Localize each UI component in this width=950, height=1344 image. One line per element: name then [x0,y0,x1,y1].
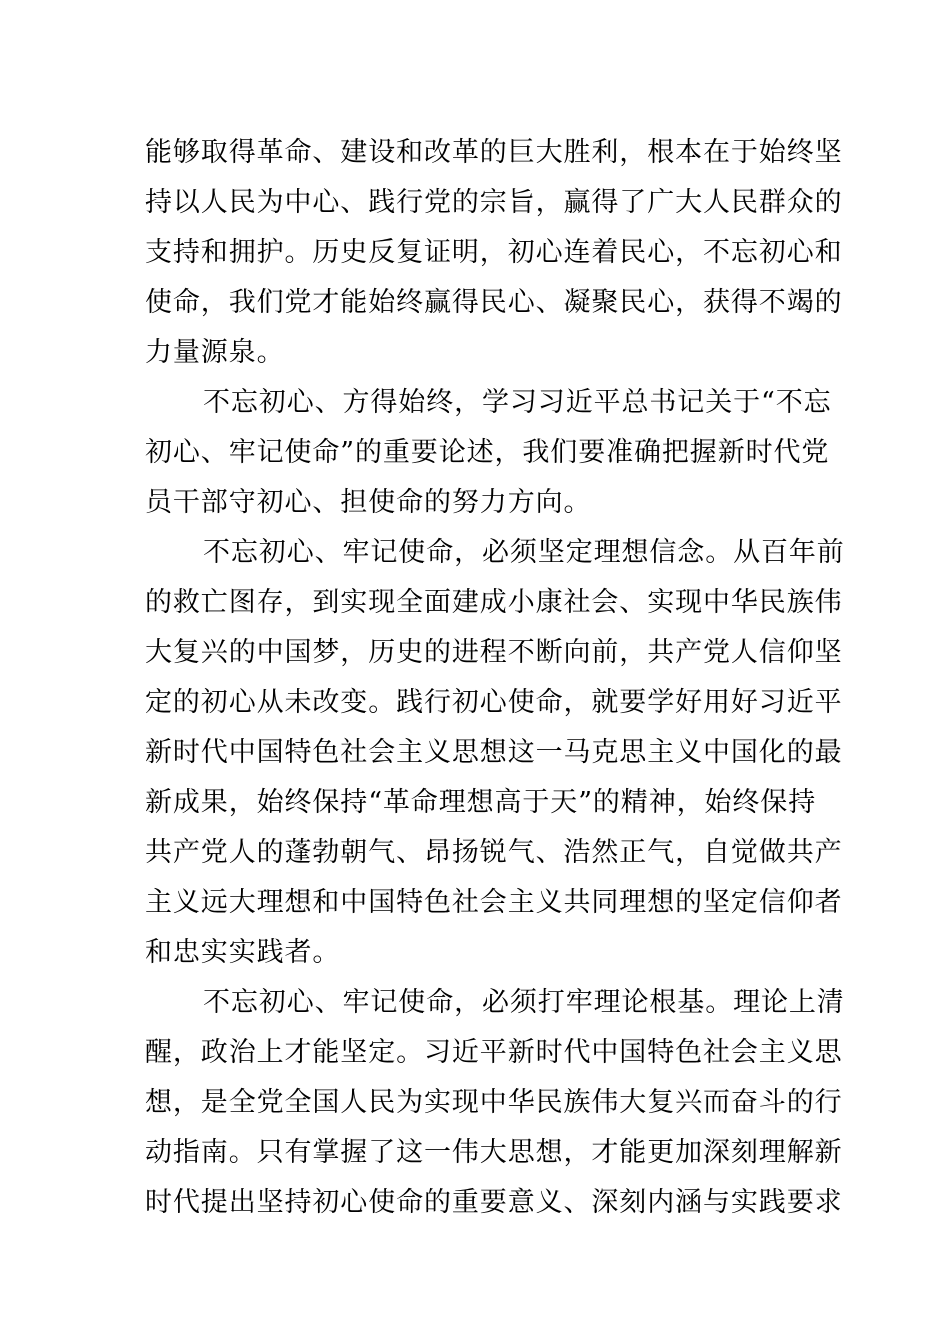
text-line: 力量源泉。 [145,337,285,368]
text-line: 共产党人的蓬勃朝气、昂扬锐气、浩然正气，自觉做共产 [145,837,843,868]
paragraph-first-line: 不忘初心、牢记使命，必须打牢理论根基。理论上清 [203,987,845,1018]
text-line: 想，是全党全国人民为实现中华民族伟大复兴而奋斗的行 [145,1087,843,1118]
text-line: 支持和拥护。历史反复证明，初心连着民心，不忘初心和 [145,237,843,268]
text-line: 使命，我们党才能始终赢得民心、凝聚民心，获得不竭的 [145,287,843,318]
text-line: 员干部守初心、担使命的努力方向。 [145,487,592,518]
text-line: 定的初心从未改变。践行初心使命，就要学好用好习近平 [145,687,843,718]
text-line: 新成果，始终保持“革命理想高于天”的精神，始终保持 [145,787,817,818]
text-line: 初心、牢记使命”的重要论述，我们要准确把握新时代党 [145,437,830,468]
document-body [145,128,845,1228]
paragraph-first-line: 不忘初心、牢记使命，必须坚定理想信念。从百年前 [203,537,845,568]
text-line: 动指南。只有掌握了这一伟大思想，才能更加深刻理解新 [145,1137,843,1168]
text-line: 能够取得革命、建设和改革的巨大胜利，根本在于始终坚 [145,137,843,168]
text-line: 主义远大理想和中国特色社会主义共同理想的坚定信仰者 [145,887,843,918]
paragraph-first-line: 不忘初心、方得始终，学习习近平总书记关于“不忘 [203,387,832,418]
text-line: 的救亡图存，到实现全面建成小康社会、实现中华民族伟 [145,587,843,618]
text-line: 大复兴的中国梦，历史的进程不断向前，共产党人信仰坚 [145,637,843,668]
text-line: 和忠实实践者。 [145,937,341,968]
text-line: 时代提出坚持初心使命的重要意义、深刻内涵与实践要求 [145,1187,843,1218]
text-line: 持以人民为中心、践行党的宗旨，赢得了广大人民群众的 [145,187,843,218]
text-line: 新时代中国特色社会主义思想这一马克思主义中国化的最 [145,737,843,768]
text-line: 醒，政治上才能坚定。习近平新时代中国特色社会主义思 [145,1037,843,1068]
